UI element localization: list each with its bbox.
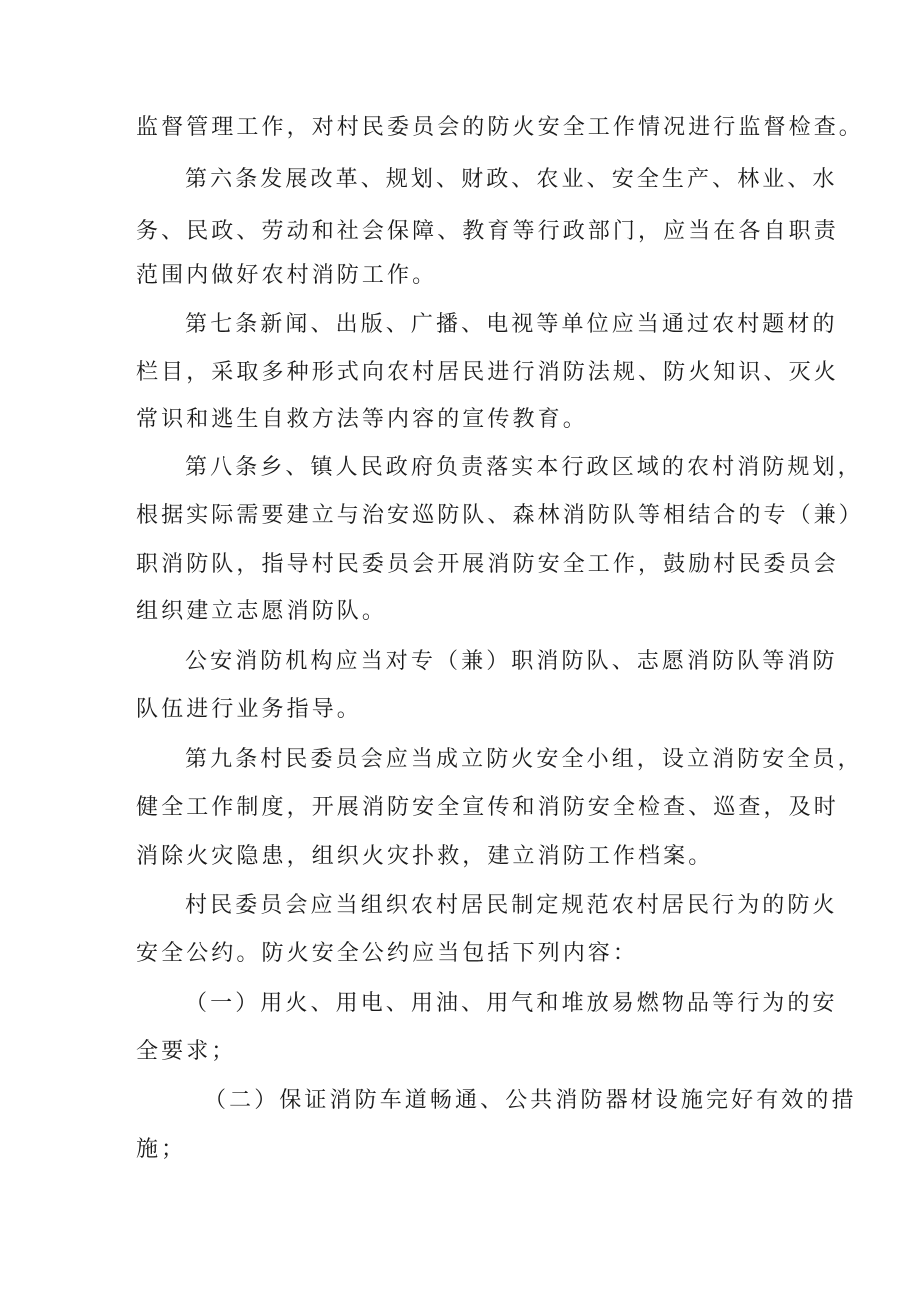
text-line: 栏目，采取多种形式向农村居民进行消防法规、防火知识、灭火 — [136, 360, 839, 385]
text-line: 监督管理工作，对村民委员会的防火安全工作情况进行监督检查。 — [136, 115, 864, 140]
text-line: 施； — [136, 1137, 187, 1162]
text-line: 根据实际需要建立与治安巡防队、森林消防队等相结合的专（兼） — [136, 503, 864, 528]
text-line: 第七条新闻、出版、广播、电视等单位应当通过农村题材的 — [185, 312, 838, 337]
text-line: 消除火灾隐患，组织火灾扑救，建立消防工作档案。 — [136, 844, 714, 869]
text-line: 职消防队，指导村民委员会开展消防安全工作，鼓励村民委员会 — [136, 552, 839, 577]
text-line: 公安消防机构应当对专（兼）职消防队、志愿消防队等消防 — [185, 649, 838, 674]
text-line: 第九条村民委员会应当成立防火安全小组，设立消防安全员， — [185, 747, 863, 772]
text-line: 务、民政、劳动和社会保障、教育等行政部门，应当在各自职责 — [136, 219, 839, 244]
text-line: 队伍进行业务指导。 — [136, 697, 362, 722]
text-line: 第六条发展改革、规划、财政、农业、安全生产、林业、水 — [185, 167, 838, 192]
text-line: 村民委员会应当组织农村居民制定规范农村居民行为的防火 — [185, 893, 838, 918]
text-line: 健全工作制度，开展消防安全宣传和消防安全检查、巡查，及时 — [136, 795, 839, 820]
text-line: 常识和逃生自救方法等内容的宣传教育。 — [136, 407, 588, 432]
text-line: （二）保证消防车道畅通、公共消防器材设施完好有效的措 — [204, 1088, 857, 1113]
text-line: 范围内做好农村消防工作。 — [136, 263, 438, 288]
text-line: 安全公约。防火安全公约应当包括下列内容： — [136, 941, 639, 966]
text-line: 组织建立志愿消防队。 — [136, 599, 388, 624]
text-line: 全要求； — [136, 1039, 237, 1064]
text-line: 第八条乡、镇人民政府负责落实本行政区域的农村消防规划， — [185, 455, 863, 480]
text-line: （一）用火、用电、用油、用气和堆放易燃物品等行为的安 — [185, 991, 838, 1016]
